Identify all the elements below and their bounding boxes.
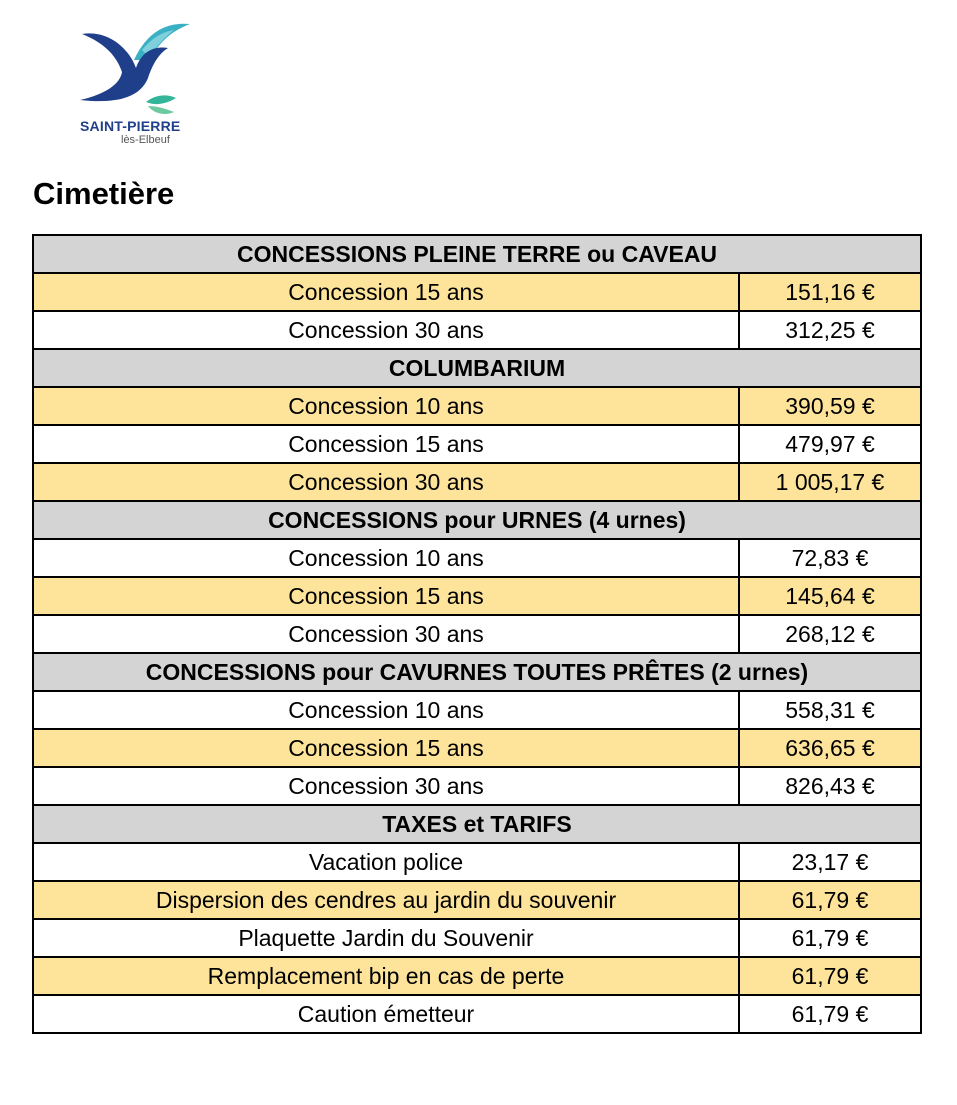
row-label: Concession 15 ans bbox=[33, 425, 739, 463]
row-price: 826,43 € bbox=[739, 767, 921, 805]
row-label: Dispersion des cendres au jardin du souvenir bbox=[33, 881, 739, 919]
table-row bbox=[33, 691, 921, 729]
section-header bbox=[33, 235, 921, 273]
row-label: Caution émetteur bbox=[33, 995, 739, 1033]
table-row bbox=[33, 463, 921, 501]
row-label: Concession 10 ans bbox=[33, 387, 739, 425]
row-label: Concession 15 ans bbox=[33, 273, 739, 311]
page-title: Cimetière bbox=[33, 176, 175, 211]
row-label: Concession 30 ans bbox=[33, 463, 739, 501]
section-title: CONCESSIONS PLEINE TERRE ou CAVEAU bbox=[33, 235, 921, 273]
table-row bbox=[33, 615, 921, 653]
table-row bbox=[33, 311, 921, 349]
row-price: 636,65 € bbox=[739, 729, 921, 767]
row-price: 61,79 € bbox=[739, 881, 921, 919]
row-price: 61,79 € bbox=[739, 919, 921, 957]
table-row bbox=[33, 577, 921, 615]
row-label: Concession 15 ans bbox=[33, 577, 739, 615]
table-row bbox=[33, 273, 921, 311]
row-label: Remplacement bip en cas de perte bbox=[33, 957, 739, 995]
row-label: Concession 10 ans bbox=[33, 691, 739, 729]
section-header bbox=[33, 501, 921, 539]
row-price: 151,16 € bbox=[739, 273, 921, 311]
row-label: Concession 30 ans bbox=[33, 767, 739, 805]
table-row bbox=[33, 729, 921, 767]
row-label: Vacation police bbox=[33, 843, 739, 881]
table-row bbox=[33, 843, 921, 881]
table-row bbox=[33, 995, 921, 1033]
section-title: TAXES et TARIFS bbox=[33, 805, 921, 843]
logo bbox=[76, 20, 196, 150]
table-row bbox=[33, 539, 921, 577]
section-title: CONCESSIONS pour URNES (4 urnes) bbox=[33, 501, 921, 539]
row-label: Concession 30 ans bbox=[33, 615, 739, 653]
row-label: Plaquette Jardin du Souvenir bbox=[33, 919, 739, 957]
table-row bbox=[33, 425, 921, 463]
row-price: 558,31 € bbox=[739, 691, 921, 729]
row-price: 61,79 € bbox=[739, 995, 921, 1033]
table-row bbox=[33, 767, 921, 805]
table-row bbox=[33, 387, 921, 425]
section-header bbox=[33, 805, 921, 843]
row-price: 61,79 € bbox=[739, 957, 921, 995]
row-price: 390,59 € bbox=[739, 387, 921, 425]
row-price: 479,97 € bbox=[739, 425, 921, 463]
section-title: COLUMBARIUM bbox=[33, 349, 921, 387]
logo-subtitle: lès-Elbeuf bbox=[121, 134, 170, 146]
row-price: 23,17 € bbox=[739, 843, 921, 881]
row-label: Concession 15 ans bbox=[33, 729, 739, 767]
logo-name: SAINT-PIERRE bbox=[80, 118, 181, 134]
row-price: 145,64 € bbox=[739, 577, 921, 615]
tariff-table bbox=[32, 234, 922, 1034]
bird-logo-icon bbox=[76, 20, 196, 120]
row-price: 268,12 € bbox=[739, 615, 921, 653]
section-header bbox=[33, 653, 921, 691]
row-label: Concession 10 ans bbox=[33, 539, 739, 577]
section-title: CONCESSIONS pour CAVURNES TOUTES PRÊTES (2 urnes) bbox=[33, 653, 921, 691]
table-row bbox=[33, 919, 921, 957]
table-row bbox=[33, 957, 921, 995]
row-price: 72,83 € bbox=[739, 539, 921, 577]
table-row bbox=[33, 881, 921, 919]
section-header bbox=[33, 349, 921, 387]
row-price: 1 005,17 € bbox=[739, 463, 921, 501]
row-label: Concession 30 ans bbox=[33, 311, 739, 349]
row-price: 312,25 € bbox=[739, 311, 921, 349]
